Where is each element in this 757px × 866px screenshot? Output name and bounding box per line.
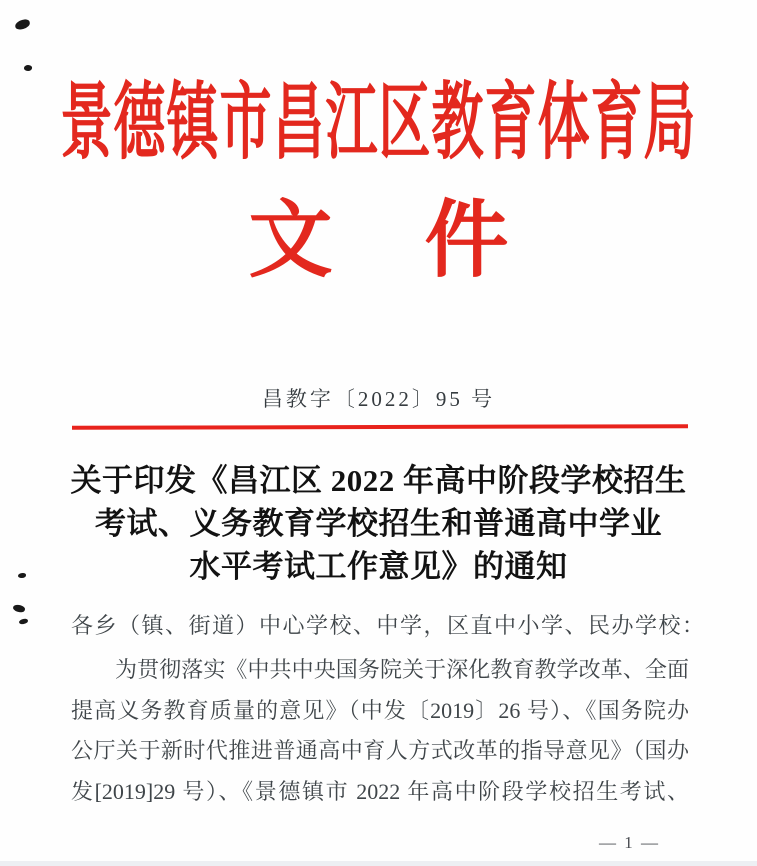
doc-type-char-jian: 件 (424, 195, 509, 288)
scan-artifact (14, 18, 31, 30)
body-line: 发[2019]29 号）、《景德镇市 2022 年高中阶段学校招生考试、 (71, 778, 689, 804)
body-line: 提高义务教育质量的意见》（中发〔2019〕26 号）、《国务院办 (71, 697, 689, 723)
page-bottom-edge (0, 861, 757, 866)
doc-type-char-wen: 文 (248, 195, 333, 288)
title-line: 考试、义务教育学校招生和普通高中学业 (95, 506, 662, 541)
scan-artifact (12, 603, 26, 613)
body-paragraph (71, 650, 689, 812)
body-line: 为贯彻落实《中共中央国务院关于深化教育教学改革、全面 (115, 657, 689, 682)
title-line: 水平考试工作意见》的通知 (189, 549, 568, 584)
scan-artifact (19, 618, 29, 624)
document-title (40, 459, 717, 588)
body-line: 公厅关于新时代推进普通高中育人方式改革的指导意见》（国办 (71, 738, 689, 763)
agency-name: 景德镇市昌江区教育体育局 (60, 78, 697, 171)
scan-artifact (18, 573, 26, 578)
doc-number: 昌教字〔2022〕95 号 (261, 387, 496, 411)
doc-type-label (0, 196, 757, 288)
title-line: 关于印发《昌江区 2022 年高中阶段学校招生 (70, 463, 687, 498)
salutation-line: 各乡（镇、街道）中心学校、中学，区直中小学、民办学校： (71, 613, 706, 638)
page-number: — 1 — (599, 833, 660, 852)
red-divider-line (72, 424, 688, 430)
